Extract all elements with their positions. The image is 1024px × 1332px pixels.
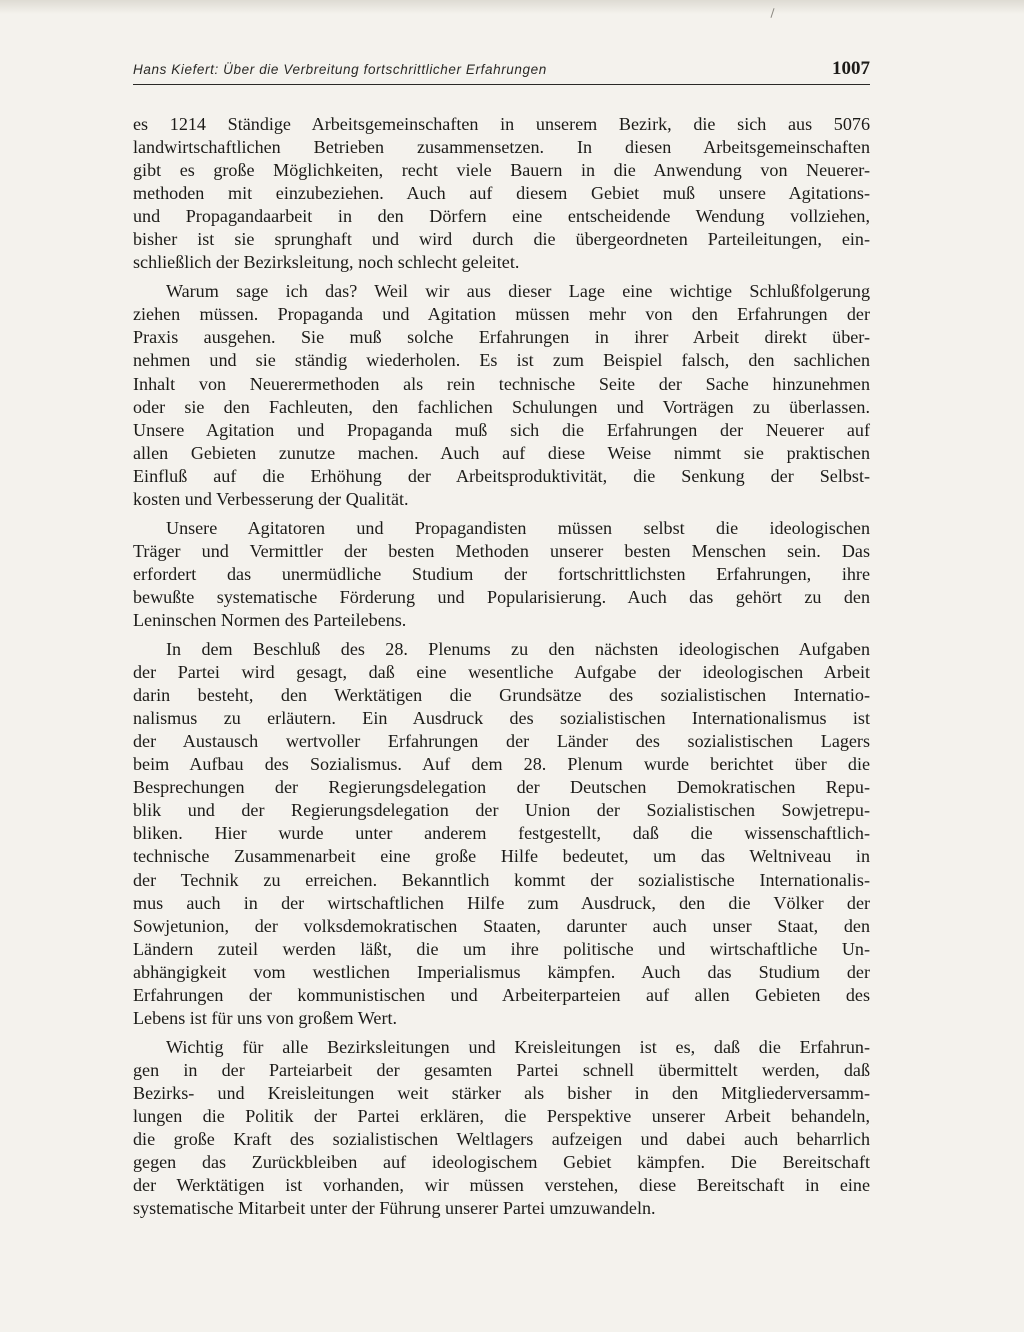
text-line: abhängigkeit vom westlichen Imperialismus kämpfen. Auch das Studium der xyxy=(133,961,870,982)
text-line: erfordert das unermüdliche Studium der fortschrittlichsten Erfahrungen, ihre xyxy=(133,563,870,584)
text-line: gibt es große Möglichkeiten, recht viele Bauern in die Anwendung von Neuerer- xyxy=(133,160,870,181)
text-line: ziehen müssen. Propaganda und Agitation müssen mehr von den Erfahrungen der xyxy=(133,304,870,325)
page-header xyxy=(133,58,870,85)
text-line: Einfluß auf die Erhöhung der Arbeitsproduktivität, die Senkung der Selbst- xyxy=(133,465,870,486)
text-line: Wichtig für alle Bezirksleitungen und Kreisleitungen ist es, daß die Erfahrun- xyxy=(166,1036,870,1057)
text-line: schließlich der Bezirksleitung, noch schlecht geleitet. xyxy=(133,252,520,273)
text-line: technische Zusammenarbeit eine große Hilfe bedeutet, um das Weltniveau in xyxy=(133,846,870,867)
text-line: Inhalt von Neuerermethoden als rein technische Seite der Sache hinzunehmen xyxy=(133,373,870,394)
scan-edge-shadow xyxy=(0,0,1024,14)
text-line: beim Aufbau des Sozialismus. Auf dem 28. Plenum wurde berichtet über die xyxy=(133,754,870,775)
text-line: Bezirks- und Kreisleitungen weit stärker als bisher in den Mitgliederversamm- xyxy=(133,1082,870,1103)
body-text xyxy=(133,113,870,1220)
text-line: der Austausch wertvoller Erfahrungen der Länder des sozialistischen Lagers xyxy=(133,731,870,752)
text-line: der Werktätigen ist vorhanden, wir müssen verstehen, diese Bereitschaft in eine xyxy=(133,1175,870,1196)
text-line: Ländern zuteil werden läßt, die um ihre politische und wirtschaftliche Un- xyxy=(133,938,870,959)
text-line: systematische Mitarbeit unter der Führung unserer Partei umzuwandeln. xyxy=(133,1198,656,1219)
text-line: Besprechungen der Regierungsdelegation der Deutschen Demokratischen Repu- xyxy=(133,777,870,798)
paragraph xyxy=(133,113,870,274)
text-line: bisher ist sie sprunghaft und wird durch die übergeordneten Parteileitungen, ein- xyxy=(133,229,870,250)
text-line: darin besteht, den Werktätigen die Grundsätze des sozialistischen Internatio- xyxy=(133,685,870,706)
running-head: Hans Kiefert: Über die Verbreitung fortschrittlicher Erfahrungen xyxy=(133,62,547,77)
text-line: nalismus zu erläutern. Ein Ausdruck des sozialistischen Internationalismus ist xyxy=(133,708,870,729)
text-line: mus auch in der wirtschaftlichen Hilfe zum Ausdruck, den die Völker der xyxy=(133,892,870,913)
page-number: 1007 xyxy=(832,58,870,79)
text-line: allen Gebieten zunutze machen. Auch auf diese Weise nimmt sie praktischen xyxy=(133,442,870,463)
text-line: Leninschen Normen des Parteilebens. xyxy=(133,609,407,630)
text-line: Sowjetunion, der volksdemokratischen Staaten, darunter auch unser Staat, den xyxy=(133,915,870,936)
text-line: gegen das Zurückbleiben auf ideologischem Gebiet kämpfen. Die Bereitschaft xyxy=(133,1152,870,1173)
text-line: es 1214 Ständige Arbeitsgemeinschaften in unserem Bezirk, die sich aus 5076 xyxy=(133,114,870,134)
text-line: Erfahrungen der kommunistischen und Arbeiterparteien auf allen Gebieten des xyxy=(133,984,870,1005)
text-line: der Partei wird gesagt, daß eine wesentliche Aufgabe der ideologischen Arbeit xyxy=(133,662,870,683)
text-line: Träger und Vermittler der besten Methoden unserer besten Menschen sein. Das xyxy=(133,540,870,561)
text-line: nehmen und sie ständig wiederholen. Es ist zum Beispiel falsch, den sachlichen xyxy=(133,350,870,371)
text-line: blik und der Regierungsdelegation der Union der Sozialistischen Sowjetrepu- xyxy=(133,800,870,821)
text-line: Unsere Agitation und Propaganda muß sich die Erfahrungen der Neuerer auf xyxy=(133,419,870,440)
text-line: oder sie den Fachleuten, den fachlichen Schulungen und Vorträgen zu überlassen. xyxy=(133,396,870,417)
text-line: bewußte systematische Förderung und Popularisierung. Auch das gehört zu den xyxy=(133,586,870,607)
paragraph xyxy=(133,638,870,1030)
paragraph xyxy=(133,1036,870,1220)
text-line: Warum sage ich das? Weil wir aus dieser Lage eine wichtige Schlußfolgerung xyxy=(166,281,870,302)
paragraph xyxy=(133,280,870,510)
text-line: Praxis ausgehen. Sie muß solche Erfahrungen in ihrer Arbeit direkt über- xyxy=(133,327,870,348)
text-line: Unsere Agitatoren und Propagandisten müssen selbst die ideologischen xyxy=(166,517,870,538)
text-line: der Technik zu erreichen. Bekanntlich kommt der sozialistische Internationalis- xyxy=(133,869,870,890)
text-line: In dem Beschluß des 28. Plenums zu den nächsten ideologischen Aufgaben xyxy=(166,639,870,660)
text-line: landwirtschaftlichen Betrieben zusammensetzen. In diesen Arbeitsgemeinschaften xyxy=(133,137,870,158)
text-line: methoden mit einzubeziehen. Auch auf diesem Gebiet muß unsere Agitations- xyxy=(133,183,870,204)
text-line: kosten und Verbesserung der Qualität. xyxy=(133,488,409,509)
text-line: lungen die Politik der Partei erklären, die Perspektive unserer Arbeit behandeln, xyxy=(133,1105,870,1126)
text-line: gen in der Parteiarbeit der gesamten Partei schnell übermittelt werden, daß xyxy=(133,1059,870,1080)
text-line: und Propagandaarbeit in den Dörfern eine entscheidende Wendung vollziehen, xyxy=(133,206,870,227)
text-line: die große Kraft des sozialistischen Weltlagers aufzeigen und dabei auch beharrlich xyxy=(133,1129,870,1150)
text-line: bliken. Hier wurde unter anderem festgestellt, daß die wissenschaftlich- xyxy=(133,823,870,844)
text-line: Lebens ist für uns von großem Wert. xyxy=(133,1007,398,1028)
paragraph xyxy=(133,517,870,632)
